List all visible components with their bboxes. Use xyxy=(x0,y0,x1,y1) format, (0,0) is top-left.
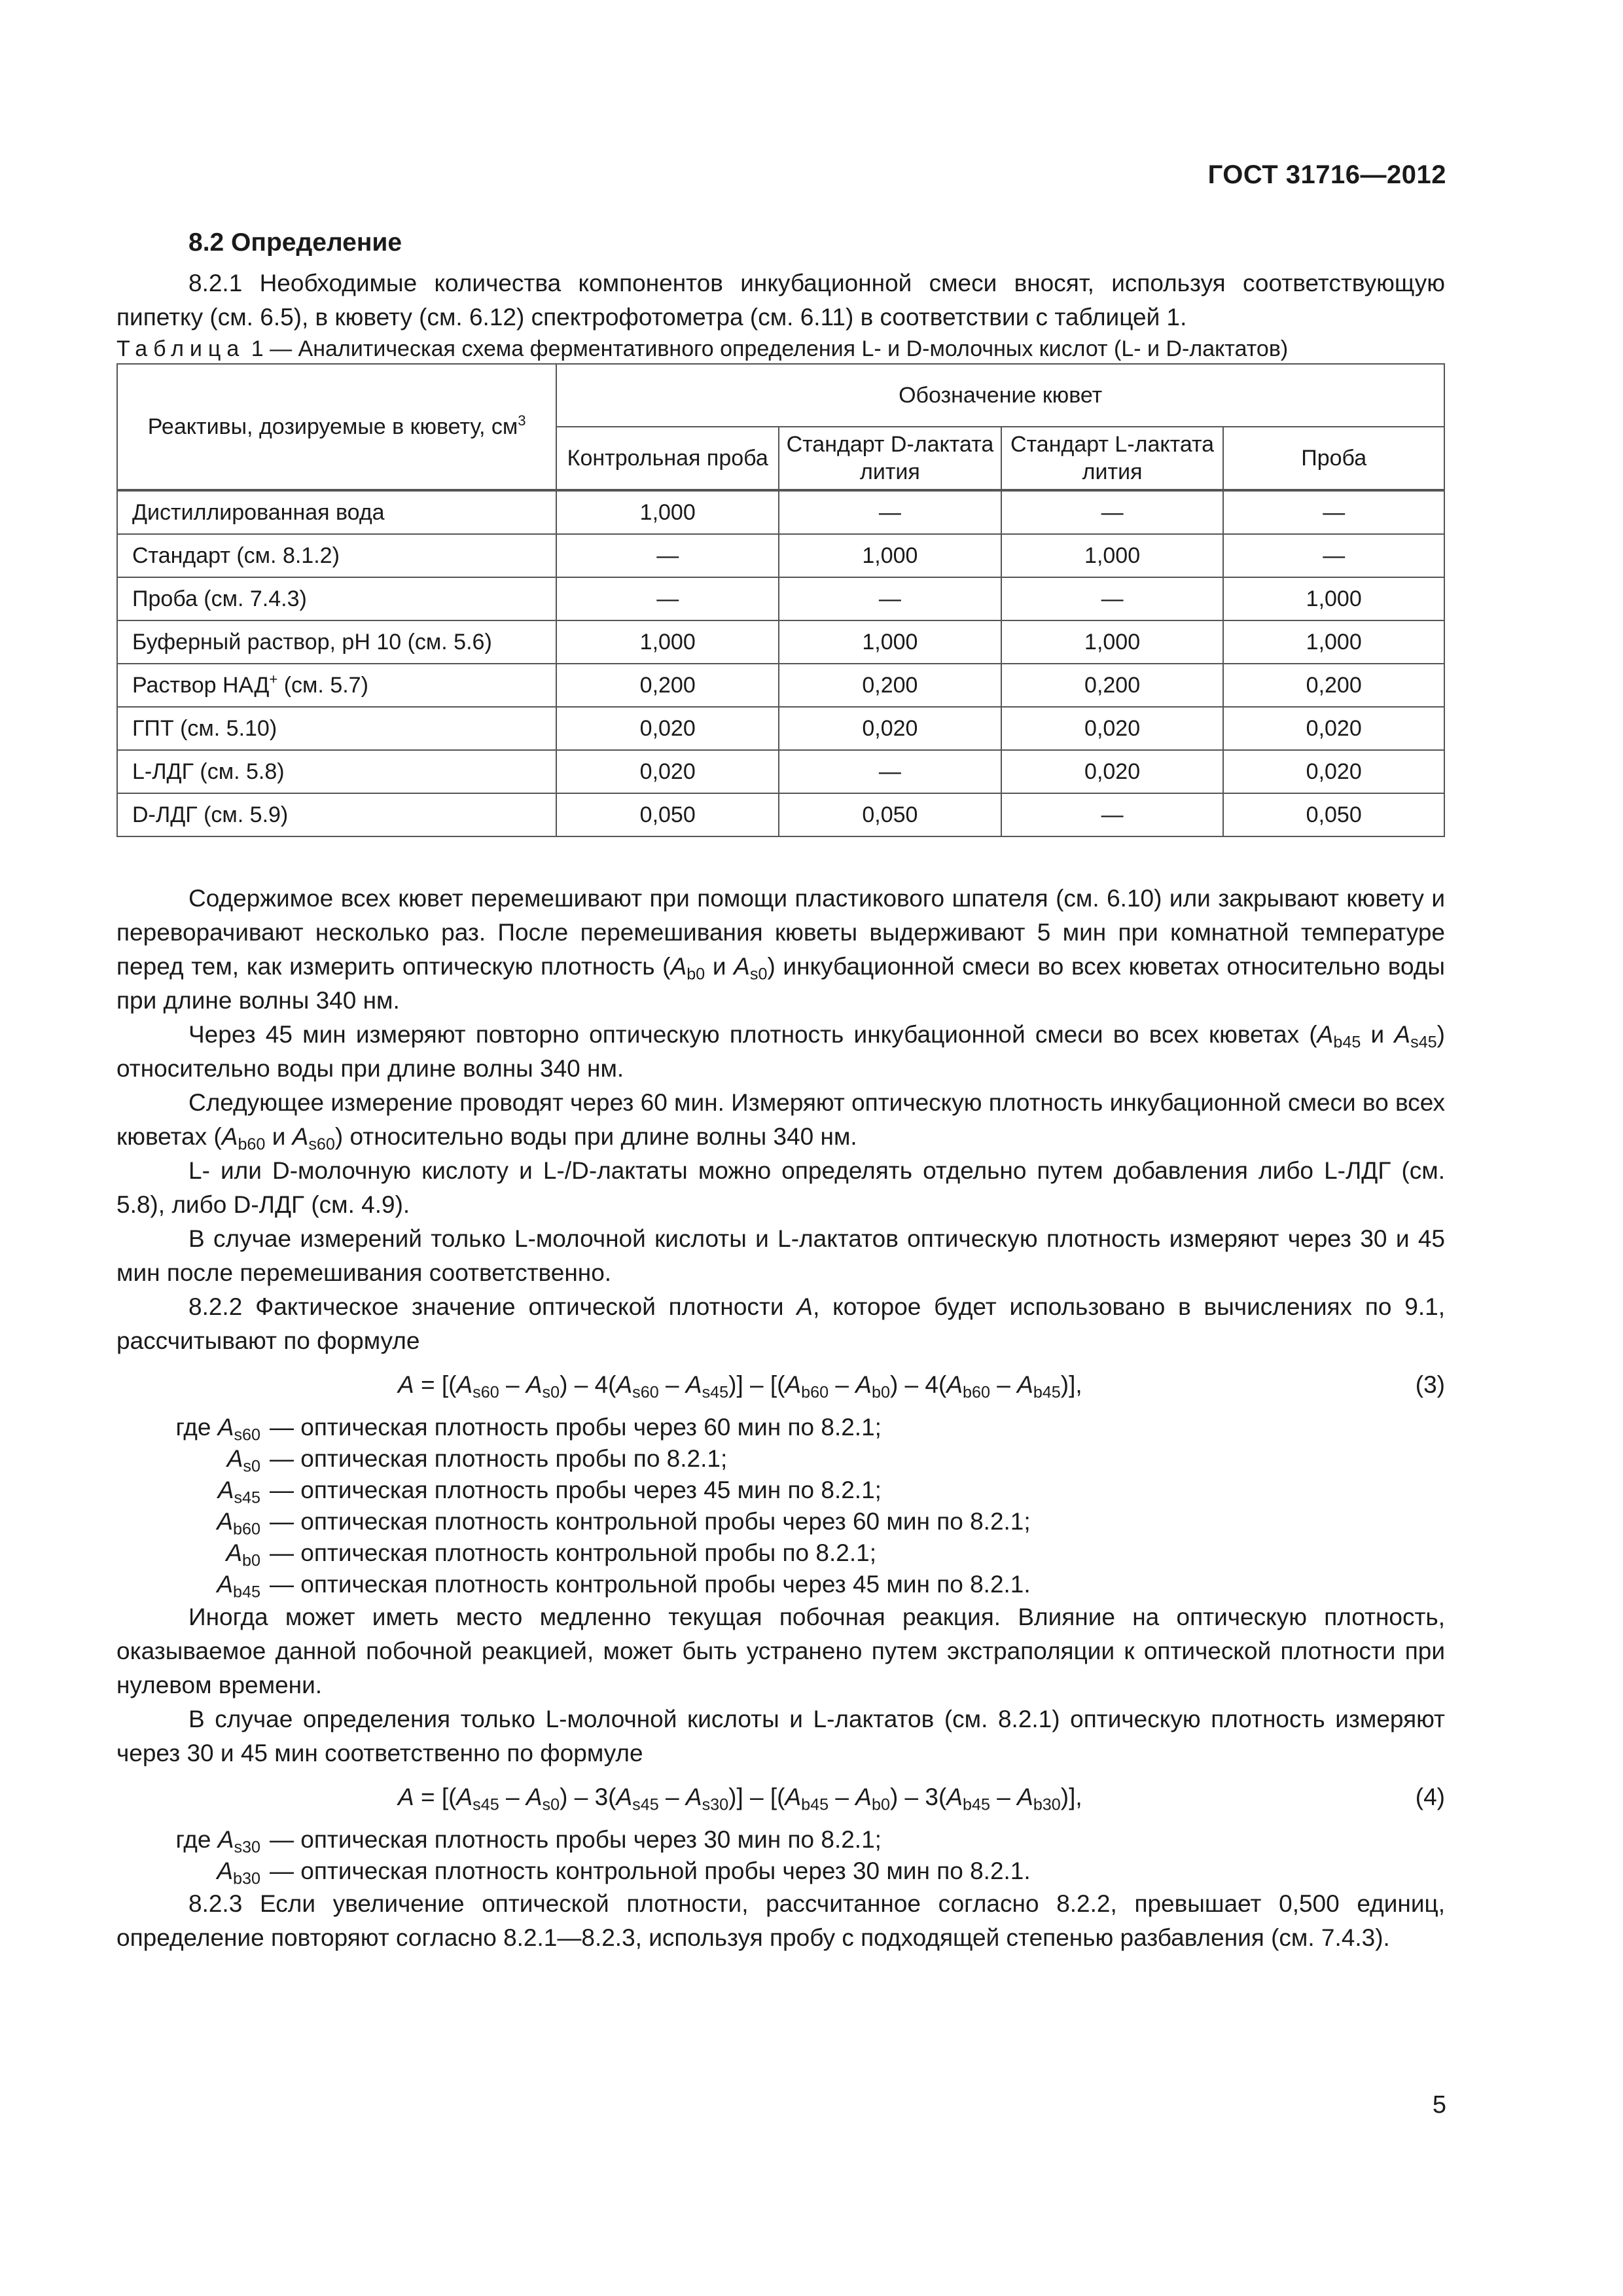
body-text xyxy=(116,882,1445,1955)
table-cell: 0,200 xyxy=(1223,664,1444,707)
table-cell: 0,050 xyxy=(556,793,779,836)
table-cell: 1,000 xyxy=(1223,577,1444,620)
table-cell: — xyxy=(1223,534,1444,577)
column-header: Проба xyxy=(1223,427,1444,490)
table-cell: 0,200 xyxy=(779,664,1001,707)
definition-row: где $A_{s30}$ — оптическая плотность пробы через 30 мин по 8.2.1; xyxy=(175,1826,882,1857)
table-cell: 0,020 xyxy=(779,707,1001,750)
formula-3-definitions xyxy=(116,1412,1445,1600)
reagent-name-cell: Проба (см. 7.4.3) xyxy=(117,577,556,620)
table-cell: — xyxy=(779,750,1001,793)
reagents-table xyxy=(116,363,1445,837)
definition-row: $A_{b60}$ — оптическая плотность контрольной пробы через 60 мин по 8.2.1; xyxy=(217,1508,1031,1539)
table-group-header: Обозначение кювет xyxy=(556,364,1444,427)
definition-row: $A_{s45}$ — оптическая плотность пробы через 45 мин по 8.2.1; xyxy=(217,1477,882,1507)
table-cell: 0,050 xyxy=(779,793,1001,836)
table-cell: 1,000 xyxy=(556,620,779,664)
reagent-name-cell: D-ЛДГ (см. 5.9) xyxy=(117,793,556,836)
page-number: 5 xyxy=(1432,2091,1446,2119)
table-row xyxy=(117,664,1444,707)
table-cell: — xyxy=(779,490,1001,534)
paragraph: В случае определения только L-молочной кислоты и L-лактатов (см. 8.2.1) оптическую плотность измеряют через 30 и 45 мин соответственно по формуле xyxy=(116,1706,1445,1767)
table-row xyxy=(117,620,1444,664)
reagent-name-cell: Дистиллированная вода xyxy=(117,490,556,534)
table-cell: — xyxy=(1001,577,1224,620)
table-row xyxy=(117,793,1444,836)
paragraph-8-2-1: 8.2.1 Необходимые количества компонентов инкубационной смеси вносят, используя соответствующую пипетку (см. 6.5), в кювету (см. 6.12) спектрофотометра (см. 6.11) в соответствии с таблицей 1. xyxy=(116,270,1445,331)
table-cell: 1,000 xyxy=(1001,620,1224,664)
table-row xyxy=(117,577,1444,620)
table-cell: 1,000 xyxy=(1223,620,1444,664)
section-title: 8.2 Определение xyxy=(188,228,402,257)
formula-4-number: (4) xyxy=(1415,1784,1445,1810)
definition-row: $A_{b30}$ — оптическая плотность контрольной пробы через 30 мин по 8.2.1. xyxy=(217,1857,1031,1888)
column-header: Контрольная проба xyxy=(556,427,779,490)
table-cell: — xyxy=(1001,490,1224,534)
paragraph: L- или D-молочную кислоту и L-/D-лактаты можно определять отдельно путем добавления либо L-ЛДГ (см. 5.8), либо D-ЛДГ (см. 4.9). xyxy=(116,1157,1445,1218)
definition-row: $A_{b45}$ — оптическая плотность контрольной пробы через 45 мин по 8.2.1. xyxy=(217,1571,1031,1602)
definition-row: $A_{b0}$ — оптическая плотность контрольной пробы по 8.2.1; xyxy=(226,1539,876,1570)
reagent-name-cell: Раствор НАД+ (см. 5.7) xyxy=(117,664,556,707)
formula-4-expression: $A = [(A_{s45} - A_{s0}) - 3(A_{s45} - A_{s30})] - [(A_{b45} - A_{b0}) - 3(A_{b45} - A_{b30})]$, xyxy=(398,1784,1082,1814)
table-row xyxy=(117,707,1444,750)
table-cell: 0,020 xyxy=(1001,707,1224,750)
paragraph-8-2-2: 8.2.2 Фактическое значение оптической плотности A, которое будет использовано в вычислениях по 9.1, рассчитывают по формуле xyxy=(116,1293,1446,1354)
table-cell: 0,020 xyxy=(1223,707,1444,750)
column-header: Стандарт L-лактата лития xyxy=(1001,427,1224,490)
column-header: Стандарт D-лактата лития xyxy=(779,427,1001,490)
reagent-name-cell: L-ЛДГ (см. 5.8) xyxy=(117,750,556,793)
paragraph: Иногда может иметь место медленно текущая побочная реакция. Влияние на оптическую плотность, оказываемое данной побочной реакцией, может быть устранено путем экстраполяции к оптической плотности при нулевом времени. xyxy=(116,1604,1445,1698)
document-code: ГОСТ 31716—2012 xyxy=(1207,160,1446,189)
table-cell: 1,000 xyxy=(779,534,1001,577)
table-cell: 0,050 xyxy=(1223,793,1444,836)
table-cell: — xyxy=(1223,490,1444,534)
table-row xyxy=(117,534,1444,577)
table-corner-header: Реактивы, дозируемые в кювету, $см^3$ xyxy=(117,364,556,490)
table-caption-text: 1 — Аналитическая схема ферментативного определения L- и D-молочных кислот (L- и D-лактатов) xyxy=(245,336,1289,361)
formula-3-number: (3) xyxy=(1415,1371,1445,1398)
table-cell: — xyxy=(556,534,779,577)
table-body xyxy=(117,490,1444,836)
reagent-name-cell: ГПТ (см. 5.10) xyxy=(117,707,556,750)
page-content xyxy=(116,226,1445,1955)
formula-3 xyxy=(116,1363,1445,1407)
paragraph: Следующее измерение проводят через 60 мин. Измеряют оптическую плотность инкубационной смеси во всех кюветах ($A_{b60}$ и $A_{s60}$) относительно воды при длине волны 340 нм. xyxy=(116,1089,1446,1154)
definition-row: где $A_{s60}$ — оптическая плотность пробы через 60 мин по 8.2.1; xyxy=(175,1414,882,1444)
table-cell: 0,200 xyxy=(556,664,779,707)
table-row xyxy=(117,750,1444,793)
table-caption-label: Таблица xyxy=(116,336,245,361)
table-cell: 1,000 xyxy=(556,490,779,534)
paragraph: Содержимое всех кювет перемешивают при помощи пластикового шпателя (см. 6.10) или закрывают кювету и переворачивают несколько раз. После перемешивания кюветы выдерживают 5 мин при комнатной температуре перед тем, как измерить оптическую плотность ($A_{b0}$ и $A_{s0}$) инкубационной смеси во всех кюветах относительно воды при длине волны 340 нм. xyxy=(116,885,1445,1014)
table-header-row xyxy=(117,364,1444,427)
formula-3-expression: $A = [(A_{s60} - A_{s0}) - 4(A_{s60} - A_{s45})] - [(A_{b60} - A_{b0}) - 4(A_{b60} - A_{b45})]$, xyxy=(398,1371,1082,1402)
table-cell: 0,020 xyxy=(1223,750,1444,793)
formula-4-definitions xyxy=(116,1824,1445,1887)
paragraph-8-2-3: 8.2.3 Если увеличение оптической плотности, рассчитанное согласно 8.2.2, превышает 0,500 единиц, определение повторяют согласно 8.2.1—8.2.3, используя пробу с подходящей степенью разбавления (см. 7.4.3). xyxy=(116,1890,1445,1951)
table-caption xyxy=(116,334,1445,363)
table-cell: 0,020 xyxy=(556,707,779,750)
reagent-name-cell: Буферный раствор, pH 10 (см. 5.6) xyxy=(117,620,556,664)
table-cell: 0,200 xyxy=(1001,664,1224,707)
table-cell: — xyxy=(779,577,1001,620)
table-cell: 0,020 xyxy=(1001,750,1224,793)
table-cell: 1,000 xyxy=(1001,534,1224,577)
reagent-name-cell: Стандарт (см. 8.1.2) xyxy=(117,534,556,577)
paragraph: Через 45 мин измеряют повторно оптическую плотность инкубационной смеси во всех кюветах ($A_{b45}$ и $A_{s45}$) относительно воды при длине волны 340 нм. xyxy=(116,1021,1445,1082)
formula-4 xyxy=(116,1776,1445,1819)
table-cell: 1,000 xyxy=(779,620,1001,664)
definition-row: $A_{s0}$ — оптическая плотность пробы по 8.2.1; xyxy=(226,1445,728,1476)
table-cell: — xyxy=(1001,793,1224,836)
table-cell: 0,020 xyxy=(556,750,779,793)
paragraph: В случае измерений только L-молочной кислоты и L-лактатов оптическую плотность измеряют через 30 и 45 мин после перемешивания соответственно. xyxy=(116,1225,1445,1286)
table-cell: — xyxy=(556,577,779,620)
table-row xyxy=(117,490,1444,534)
